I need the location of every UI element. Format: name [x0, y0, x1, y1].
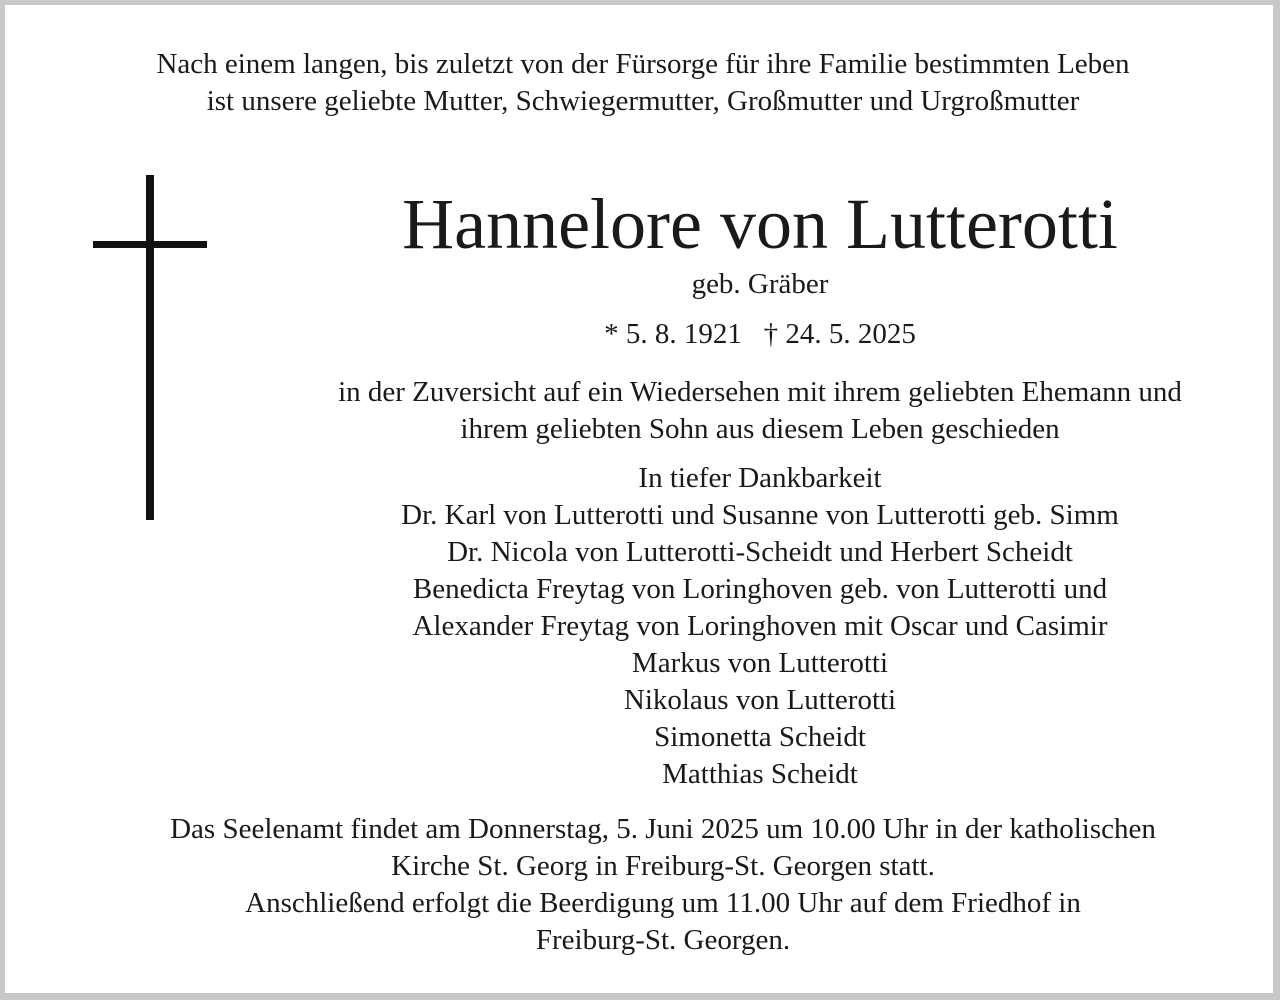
cross-icon [93, 175, 207, 520]
service-info [5, 811, 1280, 959]
service-line: Kirche St. Georg in Freiburg-St. Georgen statt. [391, 850, 935, 882]
passing-line: ihrem geliebten Sohn aus diesem Leben geschieden [460, 413, 1060, 445]
mourners-heading: In tiefer Dankbarkeit [638, 462, 882, 494]
intro-line: ist unsere geliebte Mutter, Schwiegermutter, Großmutter und Urgroßmutter [206, 85, 1080, 117]
service-line: Freiburg-St. Georgen. [535, 924, 791, 956]
mourner-name: Nikolaus von Lutterotti [623, 684, 897, 716]
birth-name: geb. Gräber [691, 268, 829, 300]
mourner-name: Alexander Freytag von Loringhoven mit Oscar und Casimir [412, 610, 1108, 642]
passing-text [270, 374, 1250, 448]
mourners-list [270, 460, 1250, 793]
mourner-name: Dr. Karl von Lutterotti und Susanne von Lutterotti geb. Simm [401, 499, 1119, 531]
cross-horizontal-bar [93, 241, 207, 248]
intro-line: Nach einem langen, bis zuletzt von der Fürsorge für ihre Familie bestimmten Leben [156, 48, 1130, 80]
service-line: Anschließend erfolgt die Beerdigung um 11.00 Uhr auf dem Friedhof in [245, 887, 1081, 919]
mourner-name: Matthias Scheidt [662, 758, 858, 790]
intro-text [5, 46, 1280, 120]
obituary-card [5, 5, 1273, 993]
cross-vertical-bar [146, 175, 154, 520]
deceased-name: Hannelore von Lutterotti [402, 184, 1118, 264]
life-dates: * 5. 8. 1921 † 24. 5. 2025 [604, 318, 916, 350]
mourner-name: Benedicta Freytag von Loringhoven geb. von Lutterotti und [412, 573, 1108, 605]
service-line: Das Seelenamt findet am Donnerstag, 5. Juni 2025 um 10.00 Uhr in der katholischen [170, 813, 1156, 845]
mourner-name: Dr. Nicola von Lutterotti-Scheidt und Herbert Scheidt [447, 536, 1073, 568]
mourner-name: Markus von Lutterotti [631, 647, 889, 679]
passing-line: in der Zuversicht auf ein Wiedersehen mit ihrem geliebten Ehemann und [338, 376, 1182, 408]
mourner-name: Simonetta Scheidt [654, 721, 866, 753]
